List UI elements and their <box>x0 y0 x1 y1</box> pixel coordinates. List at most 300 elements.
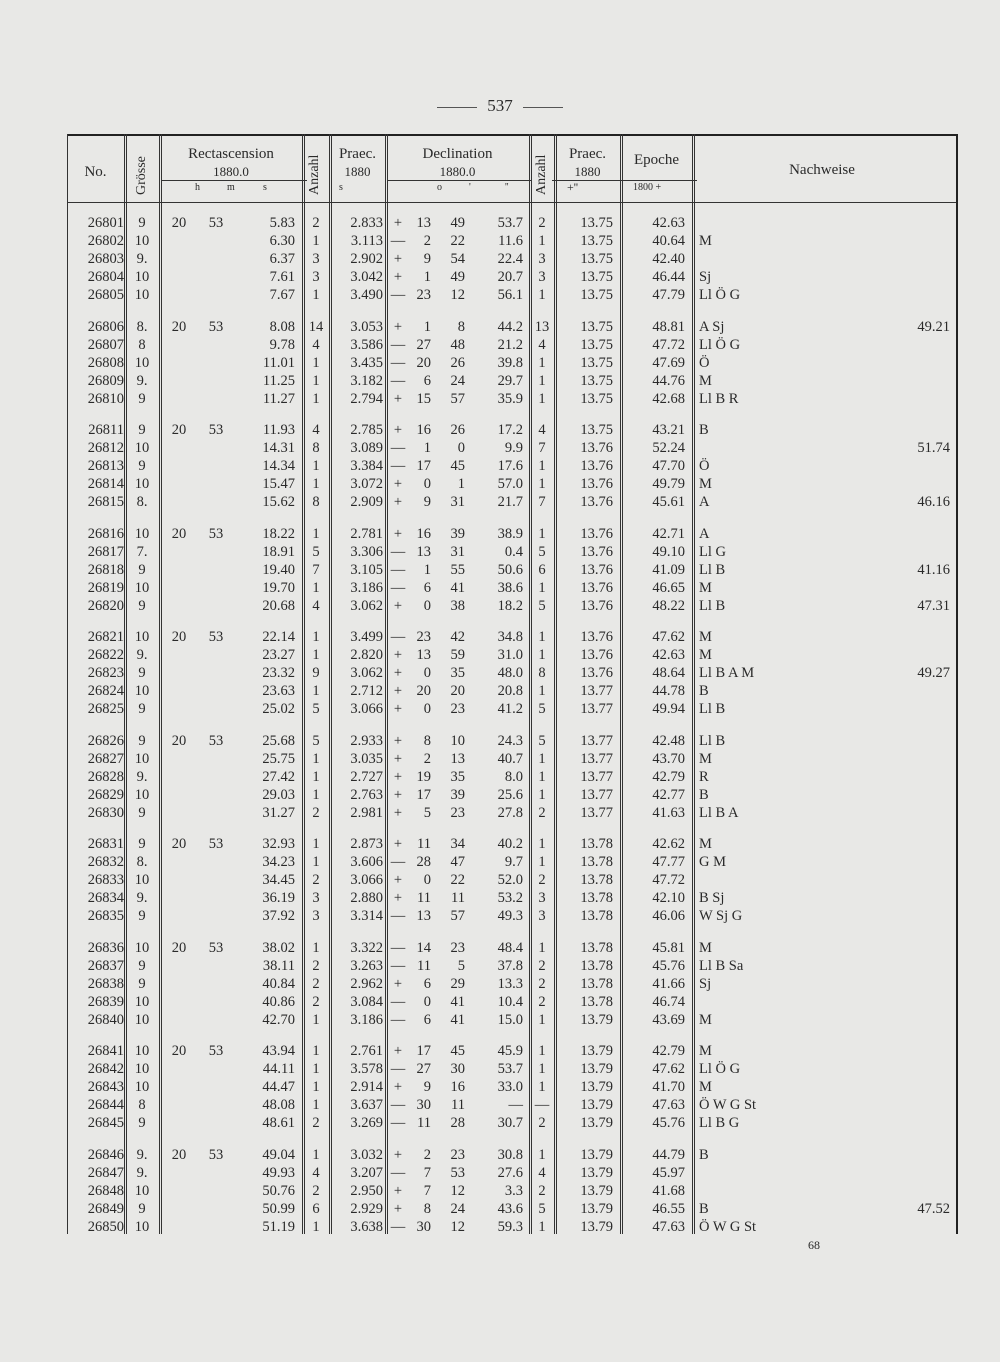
cell-n1: 1 <box>312 233 320 249</box>
cell-dm: 55 <box>450 561 465 578</box>
header-epoche: Epoche <box>634 152 679 168</box>
cell-n1: 1 <box>312 579 320 596</box>
cell-gr: 10 <box>134 476 150 492</box>
cell-no: 26805 <box>87 287 124 303</box>
cell-pra: 3.606 <box>350 854 383 870</box>
cell-pra: 2.820 <box>350 647 383 663</box>
cell-ep: 47.72 <box>652 336 685 353</box>
cell-n2: 7 <box>538 440 546 456</box>
cell-prd: 13.76 <box>580 561 613 578</box>
cell-nw: M <box>699 476 712 492</box>
cell-prd: 13.79 <box>580 1079 613 1095</box>
cell-pra: 2.761 <box>350 1043 383 1059</box>
cell-prd: 13.76 <box>580 597 613 614</box>
cell-n1: 1 <box>312 525 320 542</box>
cell-sg: + <box>393 872 403 888</box>
cell-dd: 6 <box>423 579 431 596</box>
cell-ep: 47.62 <box>652 629 685 645</box>
cell-s: 5.83 <box>269 215 295 231</box>
table-row <box>67 250 957 268</box>
cell-prd: 13.75 <box>580 251 613 267</box>
cell-n2: 3 <box>538 890 546 906</box>
cell-pra: 2.962 <box>350 975 383 992</box>
cell-no: 26841 <box>87 1043 124 1059</box>
cell-n2: 1 <box>538 390 546 407</box>
cell-pra: 2.929 <box>350 1200 383 1217</box>
cell-dm: 39 <box>450 525 465 542</box>
cell-dm: 24 <box>450 372 465 389</box>
cell-ep: 47.63 <box>652 1218 685 1235</box>
cell-dd: 13 <box>416 647 431 663</box>
cell-n1: 1 <box>312 647 320 663</box>
cell-n2: 2 <box>538 957 546 974</box>
cell-m: 53 <box>208 422 224 438</box>
cell-dd: 1 <box>423 440 431 456</box>
cell-h: 20 <box>171 629 187 645</box>
cell-dd: 6 <box>423 372 431 389</box>
cell-pra: 3.435 <box>350 354 383 371</box>
table-row <box>67 750 957 768</box>
cell-ds: 8.0 <box>504 768 523 785</box>
cell-no: 26815 <box>87 494 124 510</box>
cell-ep: 47.77 <box>652 854 685 870</box>
cell-ds: 31.0 <box>497 647 523 663</box>
header-praec-ra: Praec. 1880 <box>338 146 377 179</box>
cell-ds: 53.2 <box>497 890 523 906</box>
cell-dm: 24 <box>450 1200 465 1217</box>
cell-ep: 42.10 <box>652 890 685 906</box>
cell-n1: 4 <box>312 597 320 614</box>
cell-ep: 44.79 <box>652 1146 685 1163</box>
cell-n2: 2 <box>538 1115 546 1131</box>
cell-nw: B <box>699 422 709 438</box>
table-row <box>67 889 957 907</box>
cell-no: 26842 <box>87 1061 124 1077</box>
cell-pra: 3.066 <box>350 701 383 717</box>
cell-ds: 33.0 <box>497 1079 523 1095</box>
cell-h: 20 <box>171 939 187 956</box>
cell-pra: 3.186 <box>350 579 383 596</box>
cell-s: 15.47 <box>262 476 295 492</box>
cell-gr: 10 <box>134 1182 150 1199</box>
cell-ds: 17.6 <box>497 458 523 474</box>
cell-s: 49.93 <box>262 1164 295 1181</box>
cell-m: 53 <box>208 629 224 645</box>
cell-n2: 5 <box>538 543 546 560</box>
header-no: No. <box>84 164 107 180</box>
cell-n2: 1 <box>538 1011 546 1028</box>
cell-m: 53 <box>208 1043 224 1059</box>
cell-no: 26824 <box>87 683 124 699</box>
cell-gr: 10 <box>134 269 150 285</box>
cell-s: 11.93 <box>262 422 295 438</box>
cell-prd: 13.77 <box>580 732 613 749</box>
table-row <box>67 421 957 439</box>
cell-sg: + <box>393 525 403 542</box>
cell-ds: 27.6 <box>497 1164 523 1181</box>
cell-nw: Sj <box>699 269 712 285</box>
table-row <box>67 853 957 871</box>
cell-gr: 10 <box>134 440 150 456</box>
cell-prd: 13.77 <box>580 701 613 717</box>
cell-no: 26832 <box>87 854 124 870</box>
cell-n1: 2 <box>312 872 320 888</box>
cell-pra: 2.727 <box>350 768 383 785</box>
cell-prd: 13.79 <box>580 1200 613 1217</box>
cell-dd: 9 <box>423 251 431 267</box>
cell-sg: + <box>393 647 403 663</box>
cell-s: 6.30 <box>269 233 295 249</box>
cell-sg: + <box>393 1200 403 1217</box>
cell-sg: + <box>393 836 403 852</box>
cell-n2: 4 <box>538 1164 546 1181</box>
cell-dm: 47 <box>450 854 465 870</box>
cell-ep: 52.24 <box>652 440 685 456</box>
cell-s: 18.22 <box>262 525 295 542</box>
cell-n2: 5 <box>538 732 546 749</box>
cell-ep: 43.70 <box>652 750 685 767</box>
cell-n1: 5 <box>312 543 320 560</box>
cell-s: 48.61 <box>262 1115 295 1131</box>
cell-n1: 1 <box>312 629 320 645</box>
cell-ep: 48.22 <box>652 597 685 614</box>
cell-n1: 2 <box>312 215 320 231</box>
cell-gr: 10 <box>134 786 150 803</box>
cell-ds: 21.7 <box>497 494 523 510</box>
decl-unit-deg: o <box>437 182 442 193</box>
cell-extra: 49.21 <box>917 318 950 335</box>
cell-dd: 17 <box>416 786 431 803</box>
cell-gr: 10 <box>134 939 150 956</box>
cell-nw: M <box>699 939 712 956</box>
cell-gr: 9. <box>136 251 148 267</box>
header-praec-decl: Praec. 1880 <box>568 146 607 179</box>
cell-no: 26843 <box>87 1079 124 1095</box>
table-row <box>67 1078 957 1096</box>
cell-ep: 42.77 <box>652 786 685 803</box>
cell-pra: 3.269 <box>350 1115 383 1131</box>
cell-h: 20 <box>171 525 187 542</box>
cell-gr: 10 <box>134 1079 150 1095</box>
cell-ds: 53.7 <box>497 1061 523 1077</box>
cell-n2: 5 <box>538 701 546 717</box>
table-row <box>67 939 957 957</box>
cell-dd: 2 <box>423 750 431 767</box>
cell-extra: 49.27 <box>917 665 950 681</box>
cell-no: 26820 <box>87 597 124 614</box>
cell-ds: 25.6 <box>497 786 523 803</box>
cell-dm: 41 <box>450 993 465 1010</box>
cell-no: 26837 <box>87 957 124 974</box>
cell-no: 26813 <box>87 458 124 474</box>
cell-n1: 1 <box>312 683 320 699</box>
cell-ep: 46.55 <box>652 1200 685 1217</box>
cell-no: 26816 <box>87 525 124 542</box>
cell-sg: — <box>390 458 406 474</box>
cell-gr: 8 <box>138 1097 146 1113</box>
cell-nw: A Sj <box>699 318 725 335</box>
cell-n2: 3 <box>538 269 546 285</box>
cell-ds: 10.4 <box>497 993 523 1010</box>
cell-n2: 1 <box>538 1061 546 1077</box>
cell-dm: 42 <box>450 629 465 645</box>
cell-nw: B Sj <box>699 890 725 906</box>
cell-ds: 37.8 <box>497 957 523 974</box>
cell-no: 26804 <box>87 269 124 285</box>
cell-dm: 49 <box>450 215 465 231</box>
table-row <box>67 628 957 646</box>
cell-ep: 45.76 <box>652 1115 685 1131</box>
cell-dd: 17 <box>416 458 431 474</box>
cell-sg: — <box>390 336 406 353</box>
cell-ep: 44.76 <box>652 372 685 389</box>
cell-gr: 9. <box>136 372 148 389</box>
cell-gr: 10 <box>134 1011 150 1028</box>
cell-gr: 9 <box>138 597 146 614</box>
cell-prd: 13.79 <box>580 1115 613 1131</box>
cell-h: 20 <box>171 732 187 749</box>
cell-s: 11.27 <box>262 390 295 407</box>
cell-ep: 48.64 <box>652 665 685 681</box>
cell-n1: 3 <box>312 269 320 285</box>
cell-n2: 5 <box>538 1200 546 1217</box>
table-row <box>67 957 957 975</box>
table-row <box>67 475 957 493</box>
cell-dm: 41 <box>450 579 465 596</box>
cell-gr: 9. <box>136 1164 148 1181</box>
cell-dd: 0 <box>423 476 431 492</box>
cell-dm: 48 <box>450 336 465 353</box>
cell-ep: 45.97 <box>652 1164 685 1181</box>
cell-dm: 23 <box>450 804 465 821</box>
cell-no: 26825 <box>87 701 124 717</box>
cell-sg: — <box>390 957 406 974</box>
cell-sg: + <box>393 890 403 906</box>
cell-prd: 13.77 <box>580 750 613 767</box>
cell-s: 7.61 <box>269 269 295 285</box>
cell-no: 26829 <box>87 786 124 803</box>
cell-ds: 50.6 <box>497 561 523 578</box>
cell-n2: 1 <box>538 1079 546 1095</box>
cell-ds: 11.6 <box>498 233 523 249</box>
cell-dd: 11 <box>417 1115 431 1131</box>
cell-sg: + <box>393 476 403 492</box>
cell-dd: 0 <box>423 701 431 717</box>
table-row <box>67 390 957 408</box>
cell-h: 20 <box>171 1043 187 1059</box>
header-bottom-rule <box>67 202 957 203</box>
cell-dm: 12 <box>450 287 465 303</box>
cell-pra: 2.794 <box>350 390 383 407</box>
cell-gr: 9 <box>138 665 146 681</box>
table-row <box>67 682 957 700</box>
cell-n1: 1 <box>312 939 320 956</box>
cell-no: 26834 <box>87 890 124 906</box>
cell-n1: 1 <box>312 768 320 785</box>
table-row <box>67 871 957 889</box>
cell-sg: + <box>393 251 403 267</box>
cell-dm: 13 <box>450 750 465 767</box>
cell-dd: 0 <box>423 665 431 681</box>
cell-pra: 2.880 <box>350 890 383 906</box>
cell-prd: 13.78 <box>580 993 613 1010</box>
cell-ds: 20.7 <box>497 269 523 285</box>
cell-nw: Sj <box>699 975 712 992</box>
cell-gr: 9 <box>138 422 146 438</box>
cell-ds: 44.2 <box>497 318 523 335</box>
cell-gr: 9 <box>138 957 146 974</box>
cell-ep: 47.62 <box>652 1061 685 1077</box>
cell-dd: 23 <box>416 287 431 303</box>
cell-s: 14.34 <box>262 458 295 474</box>
cell-prd: 13.75 <box>580 269 613 285</box>
cell-sg: + <box>393 215 403 231</box>
cell-h: 20 <box>171 215 187 231</box>
cell-dd: 23 <box>416 629 431 645</box>
cell-gr: 7. <box>136 543 148 560</box>
cell-prd: 13.75 <box>580 336 613 353</box>
cell-nw: M <box>699 836 712 852</box>
cell-ep: 42.71 <box>652 525 685 542</box>
cell-ep: 47.63 <box>652 1097 685 1113</box>
cell-prd: 13.75 <box>580 318 613 335</box>
cell-n2: 1 <box>538 1218 546 1235</box>
table-row <box>67 835 957 853</box>
cell-no: 26807 <box>87 336 124 353</box>
cell-nw: M <box>699 233 712 249</box>
cell-ep: 41.66 <box>652 975 685 992</box>
cell-n2: 1 <box>538 354 546 371</box>
cell-s: 31.27 <box>262 804 295 821</box>
cell-prd: 13.78 <box>580 939 613 956</box>
cell-dd: 20 <box>416 354 431 371</box>
cell-n2: 1 <box>538 579 546 596</box>
cell-s: 11.01 <box>262 354 295 371</box>
cell-n2: 6 <box>538 561 546 578</box>
cell-dm: 26 <box>450 354 465 371</box>
cell-no: 26849 <box>87 1200 124 1217</box>
table-row <box>67 786 957 804</box>
table-row <box>67 354 957 372</box>
cell-prd: 13.79 <box>580 1182 613 1199</box>
cell-pra: 3.637 <box>350 1097 383 1113</box>
cell-prd: 13.78 <box>580 854 613 870</box>
cell-ds: 18.2 <box>497 597 523 614</box>
cell-dd: 16 <box>416 525 431 542</box>
cell-s: 38.11 <box>262 957 295 974</box>
cell-sg: — <box>390 440 406 456</box>
cell-prd: 13.76 <box>580 647 613 663</box>
cell-sg: + <box>393 665 403 681</box>
cell-dm: 23 <box>450 701 465 717</box>
cell-pra: 3.105 <box>350 561 383 578</box>
table-row <box>67 579 957 597</box>
header-anzahl: Anzahl <box>307 154 322 195</box>
cell-dd: 9 <box>423 1079 431 1095</box>
cell-n1: 8 <box>312 440 320 456</box>
cell-dd: 9 <box>423 494 431 510</box>
cell-ep: 49.94 <box>652 701 685 717</box>
cell-gr: 9 <box>138 458 146 474</box>
cell-ds: — <box>508 1097 523 1113</box>
cell-pra: 2.712 <box>350 683 383 699</box>
cell-sg: — <box>390 939 406 956</box>
cell-ds: 0.4 <box>504 543 523 560</box>
cell-dd: 15 <box>416 390 431 407</box>
table-row <box>67 700 957 718</box>
cell-dm: 23 <box>450 939 465 956</box>
cell-prd: 13.76 <box>580 665 613 681</box>
cell-sg: + <box>393 1146 403 1163</box>
cell-ds: 35.9 <box>497 390 523 407</box>
cell-ep: 42.63 <box>652 647 685 663</box>
cell-prd: 13.75 <box>580 354 613 371</box>
cell-no: 26814 <box>87 476 124 492</box>
cell-n2: 1 <box>538 854 546 870</box>
cell-no: 26826 <box>87 732 124 749</box>
cell-prd: 13.76 <box>580 629 613 645</box>
cell-nw: M <box>699 1079 712 1095</box>
cell-s: 34.45 <box>262 872 295 888</box>
cell-n1: 1 <box>312 390 320 407</box>
cell-ds: 13.3 <box>497 975 523 992</box>
cell-s: 34.23 <box>262 854 295 870</box>
cell-dd: 1 <box>423 318 431 335</box>
table-row <box>67 1200 957 1218</box>
cell-gr: 8. <box>136 318 148 335</box>
cell-nw: A <box>699 525 710 542</box>
cell-gr: 9. <box>136 1146 148 1163</box>
cell-pra: 3.207 <box>350 1164 383 1181</box>
cell-ds: 9.9 <box>504 440 523 456</box>
table-row <box>67 732 957 750</box>
cell-ds: 53.7 <box>497 215 523 231</box>
cell-nw: Ll B <box>699 701 726 717</box>
cell-n2: 2 <box>538 1182 546 1199</box>
cell-prd: 13.75 <box>580 390 613 407</box>
cell-extra: 47.52 <box>917 1200 950 1217</box>
cell-dd: 13 <box>416 215 431 231</box>
cell-nw: B <box>699 683 709 699</box>
cell-gr: 9 <box>138 215 146 231</box>
cell-nw: Ll Ö G <box>699 287 741 303</box>
cell-dm: 5 <box>457 957 465 974</box>
cell-s: 11.25 <box>262 372 295 389</box>
cell-n2: 2 <box>538 804 546 821</box>
cell-dd: 27 <box>416 1061 431 1077</box>
table-row <box>67 907 957 925</box>
cell-n1: 1 <box>312 287 320 303</box>
cell-dd: 28 <box>416 854 431 870</box>
cell-sg: + <box>393 975 403 992</box>
cell-prd: 13.77 <box>580 804 613 821</box>
cell-ep: 47.79 <box>652 287 685 303</box>
cell-pra: 3.042 <box>350 269 383 285</box>
cell-pra: 2.763 <box>350 786 383 803</box>
cell-nw: Ll B A M <box>699 665 755 681</box>
cell-nw: Ll B <box>699 732 726 749</box>
cell-n1: 2 <box>312 1115 320 1131</box>
cell-pra: 2.909 <box>350 494 383 510</box>
cell-no: 26821 <box>87 629 124 645</box>
cell-prd: 13.77 <box>580 786 613 803</box>
cell-s: 36.19 <box>262 890 295 906</box>
cell-nw: Ll Ö G <box>699 1061 741 1077</box>
cell-n1: 1 <box>312 1011 320 1028</box>
cell-ds: 38.6 <box>497 579 523 596</box>
cell-s: 14.31 <box>262 440 295 456</box>
cell-s: 32.93 <box>262 836 295 852</box>
